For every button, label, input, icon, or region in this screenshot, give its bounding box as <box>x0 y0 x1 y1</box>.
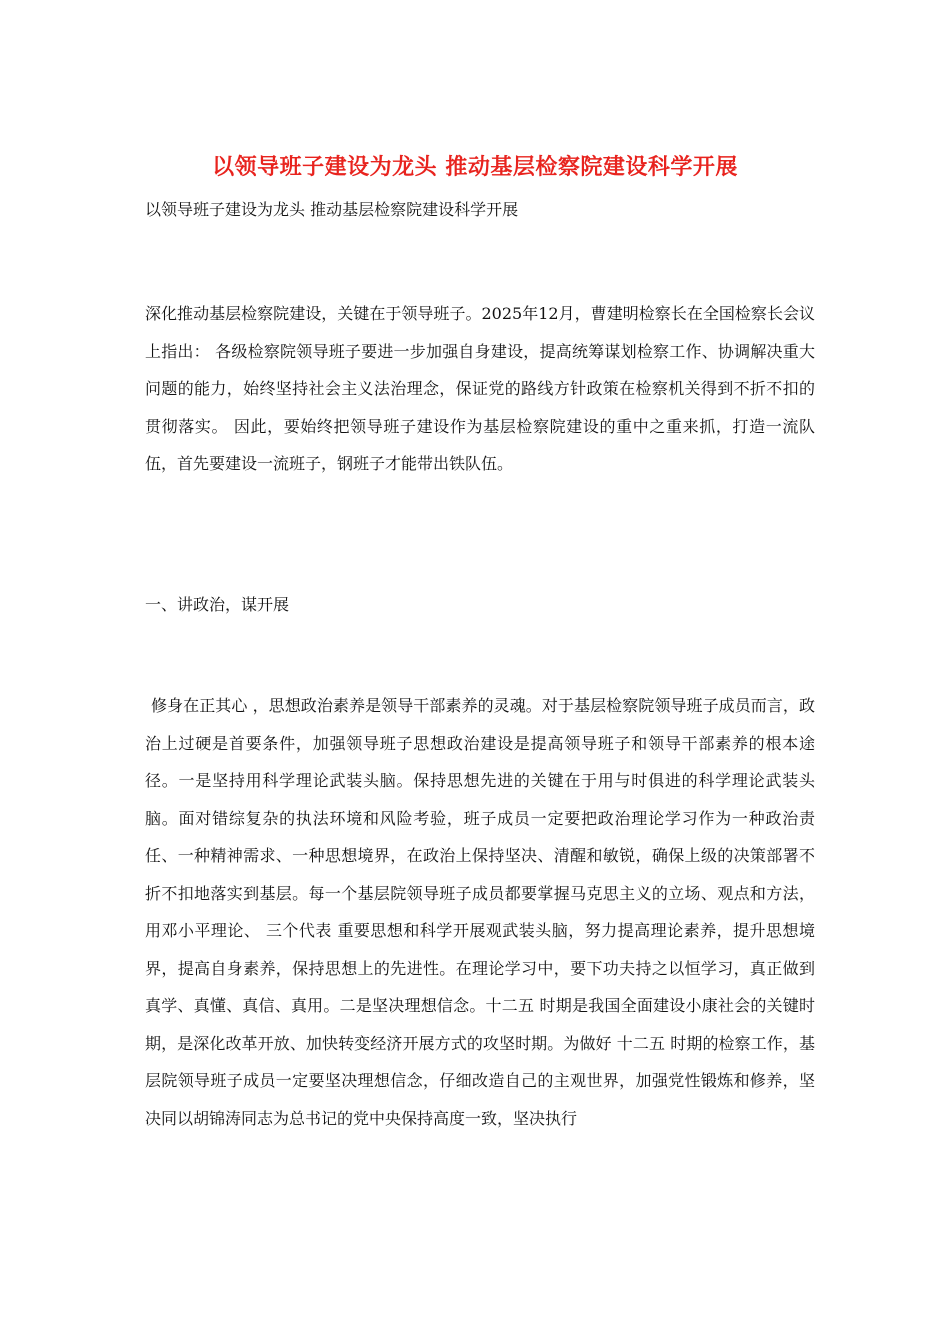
paragraph-intro: 深化推动基层检察院建设，关键在于领导班子。2025年12月，曹建明检察长在全国检察长会议上指出： 各级检察院领导班子要进一步加强自身建设，提高统筹谋划检察工作、协调解决重大问题的能力，始终坚持社会主义法治理念，保证党的路线方针政策在检察机关得到不折不扣的贯彻落实。 因此，要始终把领导班子建设作为基层检察院建设的重中之重来抓，打造一流队伍，首先要建设一流班子，钢班子才能带出铁队伍。 <box>145 304 815 473</box>
document-subtitle: 以领导班子建设为龙头 推动基层检察院建设科学开展 <box>145 200 519 219</box>
paragraph-section-one: 修身在正其心 ，思想政治素养是领导干部素养的灵魂。对于基层检察院领导班子成员而言，政治上过硬是首要条件，加强领导班子思想政治建设是提高领导班子和领导干部素养的根本途径。一是坚持用科学理论武装头脑。保持思想先进的关键在于用与时俱进的科学理论武装头脑。面对错综复杂的执法环境和风险考验，班子成员一定要把政治理论学习作为一种政治责任、一种精神需求、一种思想境界，在政治上保持坚决、清醒和敏锐，确保上级的决策部署不折不扣地落实到基层。每一个基层院领导班子成员都要掌握马克思主义的立场、观点和方法，用邓小平理论、 三个代表 重要思想和科学开展观武装头脑，努力提高理论素养，提升思想境界，提高自身素养，保持思想上的先进性。在理论学习中，要下功夫持之以恒学习，真正做到真学、真懂、真信、真用。二是坚决理想信念。十二五 时期是我国全面建设小康社会的关键时期，是深化改革开放、加快转变经济开展方式的攻坚时期。为做好 十二五 时期的检察工作，基层院领导班子成员一定要坚决理想信念，仔细改造自己的主观世界，加强党性锻炼和修养，坚决同以胡锦涛同志为总书记的党中央保持高度一致，坚决执行 <box>145 696 815 1128</box>
section-heading: 一、讲政治，谋开展 <box>145 595 290 614</box>
document-title: 以领导班子建设为龙头 推动基层检察院建设科学开展 <box>212 154 738 180</box>
